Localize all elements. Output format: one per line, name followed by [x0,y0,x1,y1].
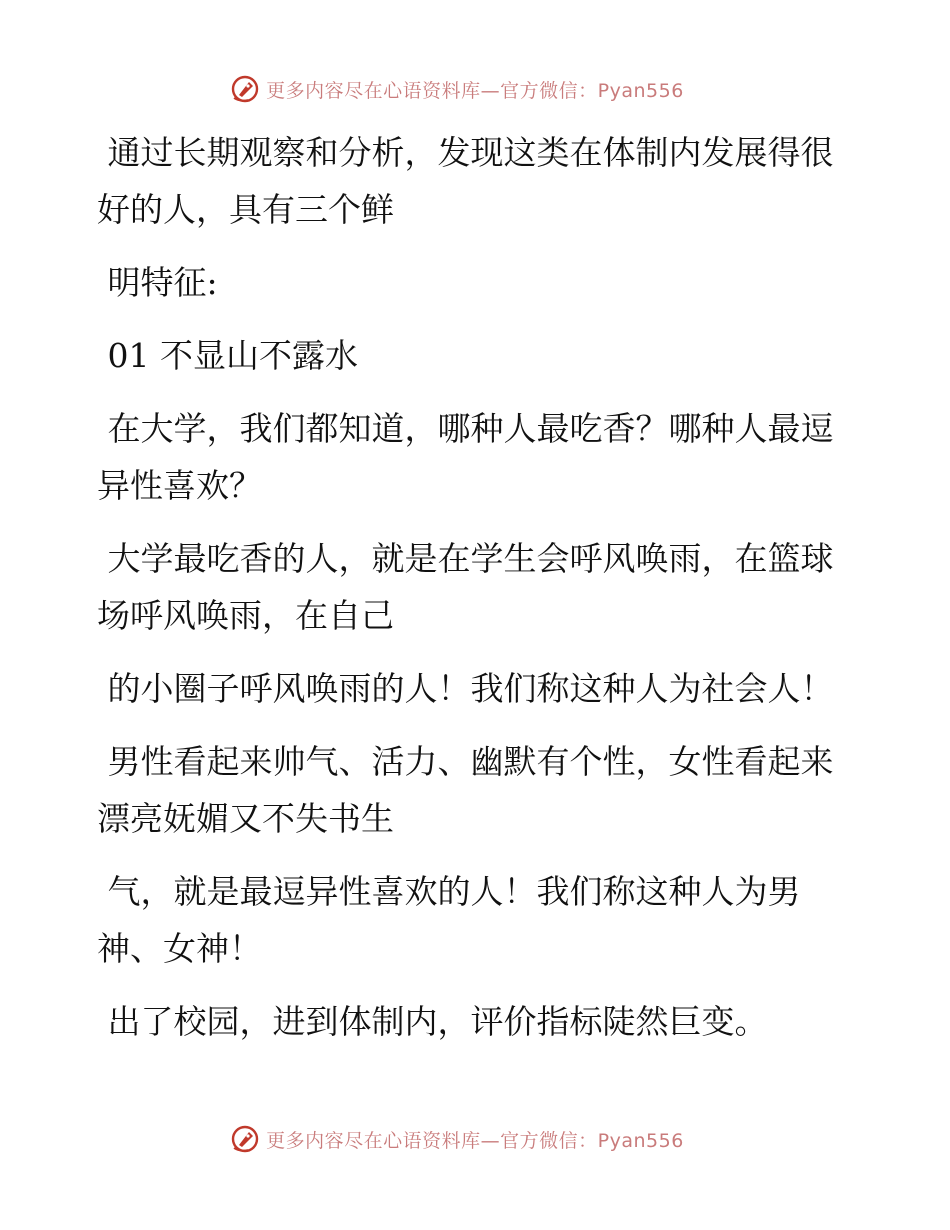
header-watermark [0,74,950,104]
watermark-text: 更多内容尽在心语资料库—官方微信：Pyan556 [266,1129,684,1152]
pen-nib-logo-icon [230,74,260,104]
paragraph: 明特征: [97,263,218,302]
section-heading: 01 不显山不露水 [97,336,358,375]
footer-watermark [0,1124,950,1154]
paragraph: 通过长期观察和分析，发现这类在体制内发展得很好的人，具有三个鲜 [97,133,834,229]
paragraph: 在大学，我们都知道，哪种人最吃香？哪种人最逗异性喜欢？ [97,409,834,505]
document-body [97,124,837,1066]
paragraph: 的小圈子呼风唤雨的人！我们称这种人为社会人！ [97,669,834,708]
paragraph: 大学最吃香的人，就是在学生会呼风唤雨，在篮球场呼风唤雨，在自己 [97,539,834,635]
paragraph: 男性看起来帅气、活力、幽默有个性，女性看起来漂亮妩媚又不失书生 [97,742,834,838]
watermark-text: 更多内容尽在心语资料库—官方微信：Pyan556 [266,79,684,102]
paragraph: 气，就是最逗异性喜欢的人！我们称这种人为男神、女神！ [97,872,801,968]
pen-nib-logo-icon [230,1124,260,1154]
paragraph: 出了校园，进到体制内，评价指标陡然巨变。 [97,1002,768,1041]
